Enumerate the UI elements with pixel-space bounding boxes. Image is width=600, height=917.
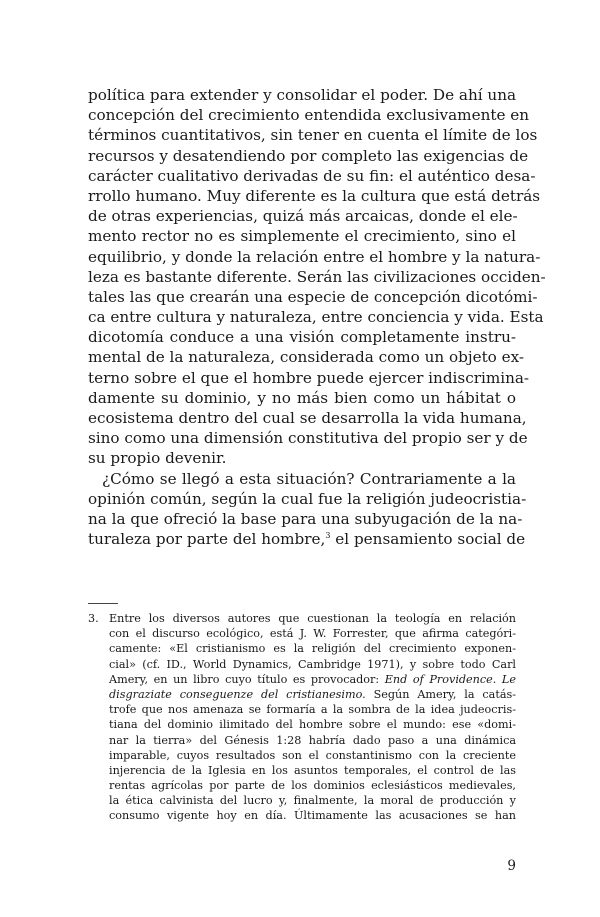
body-line: equilibrio, y donde la relación entre el hombre y la natura- — [88, 247, 541, 266]
body-line: leza es bastante diferente. Serán las civilizaciones occiden- — [88, 267, 546, 286]
body-line: de otras experiencias, quizá más arcaicas, donde el ele- — [88, 207, 518, 226]
footnote-line — [109, 672, 516, 687]
body-line — [88, 529, 526, 549]
footnote-line: nar la tierra» del Génesis 1:28 habría dado paso a una dinámica — [109, 733, 516, 747]
footnote-separator — [88, 603, 118, 604]
footnote-line: cial» (cf. ID., World Dynamics, Cambridge 1971), y sobre todo Carl — [109, 657, 516, 671]
footnote-number: 3. — [88, 612, 99, 625]
body-line: mento rector no es simplemente el crecimiento, sino el — [88, 227, 516, 246]
body-line: ¿Cómo se llegó a esta situación? Contrariamente a la — [102, 469, 516, 488]
body-line: na la que ofreció la base para una subyugación de la na- — [88, 509, 523, 528]
footnote-line-text: Amery, en un libro cuyo título es provocador: — [109, 672, 380, 686]
footnote-line: camente: «El cristianismo es la religión del crecimiento exponen- — [109, 642, 516, 656]
footnote-line: con el discurso ecológico, está J. W. Forrester, que afirma categóri- — [109, 627, 516, 641]
body-line: ecosistema dentro del cual se desarrolla la vida humana, — [88, 409, 527, 427]
footnote-line: imparable, cuyos resultados son el constantinismo con la creciente — [109, 748, 516, 762]
body-line: opinión común, según la cual fue la religión judeocristia- — [88, 489, 527, 508]
footnote-line — [109, 687, 516, 702]
body-text — [88, 85, 546, 549]
footnote-line-text: Según Amery, la catás- — [373, 687, 517, 701]
footnote-line: tiana del dominio ilimitado del hombre sobre el mundo: ese «domi- — [109, 718, 516, 732]
footnote-line: injerencia de la Iglesia en los asuntos temporales, el control de las — [109, 763, 516, 777]
footnote-reference: 3 — [325, 531, 331, 541]
body-line: su propio devenir. — [88, 449, 227, 468]
footnote-line: Entre los diversos autores que cuestionan la teología en relación — [109, 612, 516, 625]
body-line: mental de la naturaleza, considerada como un objeto ex- — [88, 348, 525, 367]
footnote-line: consumo vigente hoy en día. Últimamente las acusaciones se han — [109, 809, 516, 823]
body-line: sino como una dimensión constitutiva del propio ser y de — [88, 429, 528, 448]
body-line: terno sobre el que el hombre puede ejercer indiscrimina- — [88, 368, 530, 387]
body-line: damente su dominio, y no más bien como un hábitat o — [88, 388, 516, 407]
body-line: dicotomía conduce a una visión completamente instru- — [88, 328, 516, 347]
body-line: términos cuantitativos, sin tener en cuenta el límite de los — [88, 126, 538, 145]
body-line: rrollo humano. Muy diferente es la cultura que está detrás — [88, 186, 541, 205]
footnote-text — [109, 611, 516, 824]
footnote-line: rentas agrícolas por parte de los dominios eclesiásticos medievales, — [109, 779, 516, 793]
body-line: carácter cualitativo derivadas de su fin: el auténtico desa- — [88, 166, 536, 185]
body-line: ca entre cultura y naturaleza, entre conciencia y vida. Esta — [88, 308, 544, 327]
page-number: 9 — [507, 858, 516, 874]
body-line: recursos y desatendiendo por completo las exigencias de — [88, 146, 529, 165]
footnote-line: trofe que nos amenaza se formaría a la sombra de la idea judeocris- — [109, 703, 516, 717]
footnote-line: la ética calvinista del lucro y, finalmente, la moral de producción y — [109, 794, 516, 808]
body-line-text: el pensamiento social de — [335, 530, 526, 549]
book-title: End of Providence. Le — [384, 672, 516, 686]
book-title: disgraziate conseguenze del cristianesimo. — [109, 687, 366, 701]
body-line: tales las que crearán una especie de concepción dicotómi- — [88, 287, 538, 306]
body-line-text: turaleza por parte del hombre, — [88, 530, 326, 549]
body-line: concepción del crecimiento entendida exclusivamente en — [88, 106, 530, 125]
body-line: política para extender y consolidar el poder. De ahí una — [88, 86, 517, 104]
